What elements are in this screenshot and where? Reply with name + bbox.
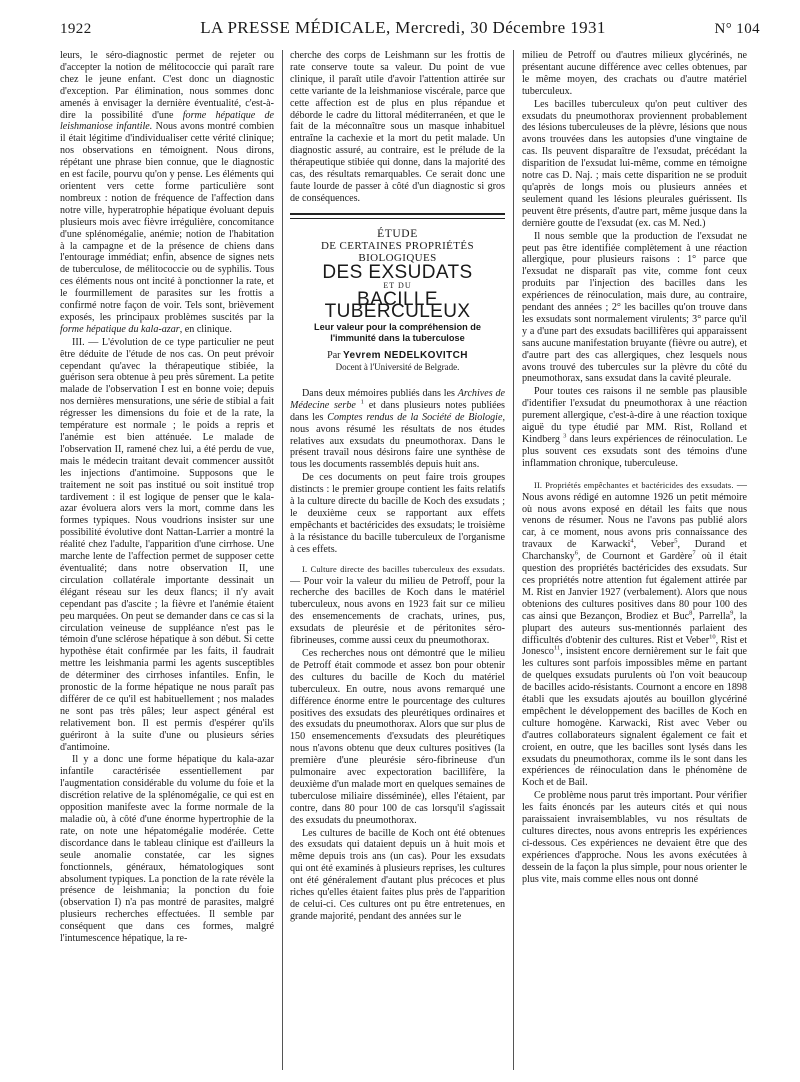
text: , la plupart des auteurs sus-mentionnés parlaient des difficultés d'obtenir des cultures. Rist et Veber: [522, 610, 747, 646]
text: Pour toutes ces raisons il ne semble pas plausible d'identifier l'exsudat du pneumothorax à une réaction purement allergique, c'est-à-dire à une réaction toxique aiguë du type étudié par MM. Rist, Rolland et Kindberg: [522, 386, 747, 445]
article-kicker: ÉTUDE: [377, 227, 418, 240]
paragraph: [290, 564, 505, 647]
italic-text: forme hépatique de leishmaniose infantile.: [60, 109, 274, 133]
paragraph: [60, 50, 274, 336]
column-1: [60, 50, 274, 1070]
issue-date: Mercredi, 30 Décembre 1931: [395, 18, 606, 37]
article-title-connector: ET DU: [383, 281, 412, 291]
italic-text: Comptes rendus de la Société de Biologie: [327, 411, 503, 423]
section-heading: I. Culture directe des bacilles tuberculeux des exsudats.: [302, 564, 505, 574]
text: , Rist et Jonesco: [522, 634, 747, 658]
text: Dans deux mémoires publiés dans les: [302, 387, 455, 399]
text: dans leurs expériences de réinoculation. Le plus souvent ces exsudats sont des témoins d'une inflammation chronique, tuberculeuse.: [522, 434, 747, 469]
article-subtitle: Leur valeur pour la compréhension de l'immunité dans la tuberculose: [314, 322, 481, 344]
paragraph: De ces documents on peut faire trois groupes distincts : le premier groupe contient les faits relatifs à la culture directe du bacille de Koch des exsudats ; le deuxième ceux se rapportant aux effets empêchants et bactéricides des exsudats; le troisième à la résistance du bacille tuberculeux de l'organisme à ces effets.: [290, 472, 505, 555]
footnote-ref: 7: [692, 549, 696, 557]
column-divider: [513, 50, 514, 1070]
article-byline: [290, 350, 505, 362]
column-divider: [282, 50, 283, 1070]
text: et dans plusieurs notes publiées dans les: [290, 399, 505, 423]
paragraph: Il nous semble que la production de l'exsudat ne peut pas être identifiée complètement à une réaction allergique, pour plusieurs raisons : 1° parce que l'exsudat ne disparaît pas vite, comme font ceux produits par l'injection des bacilles dans les expériences de réinoculation, mais dure, au contraire, pendant des années ; 2° les bacilles qu'on trouve dans les exsudats sont normalement virulents; 3° parce qu'il y a d'une part des exsudats bacillifères qui apparaissent sans aucune manifestation bruyante (fièvre ou autre), et d'autre part des cas allergiques, chez lesquels nous avons trouvé des tubercules sur la plèvre du côté du pneumothorax, sans exsudat dans la cavité pleurale.: [522, 230, 747, 385]
paragraph: [522, 386, 747, 469]
text: où il était question des propriétés bactéricides des exsudats. Sur ces propriétés notre attention fut également attirée par M. Rist en Janvier 1927 (verbalement). Alors que nous obtenions des cultures positives dans 80 pour 100 des cas ainsi que Bezançon, Brodiez et Buc: [522, 551, 747, 622]
italic-text: forme hépatique du kala-azar: [60, 323, 180, 335]
text: leurs, le séro-diagnostic permet de rejeter ou d'accepter la notion de mélitococcie qui paraît rare chez le jeune enfant. C'est donc un diagnostic d'exception. Par élimination, nous sommes donc amenés à envisager la dernière éventualité, c'est-à-dire la possibilité d'une: [60, 50, 274, 121]
footnote-ref: 11: [553, 645, 561, 653]
footnote-ref: 9: [730, 609, 734, 617]
text: , Durand et Charchansky: [522, 539, 747, 563]
issue-number: N° 104: [714, 21, 760, 37]
article-separator: [290, 218, 505, 219]
article-title-2: BACILLE TUBERCULEUX: [324, 289, 471, 323]
article-kicker-2: DE CERTAINES PROPRIÉTÉS BIOLOGIQUES: [320, 239, 475, 264]
paragraph: Ce problème nous parut très important. Pour vérifier les faits énoncés par les auteurs cités et qui nous paraissaient invraisemblables, vu nos résultats de cultures directes, nous avons entrepris les expériences ci-dessous. Ces expériences ne devaient être que des expériences d'approche. Nous les avons exécutées à dessein de la façon la plus simple, pour nous orienter le plus vite, mais comme elles nous ont donné: [522, 790, 747, 885]
text: , nous avons résumé les résultats de nos études relatives aux exsudats du pneumothorax. Dans le présent travail nous désirons faire une synthèse de tous les documents rassemblés depuis huit ans.: [290, 411, 505, 471]
byline-prefix: Par: [327, 350, 341, 362]
page-number: 1922: [60, 21, 92, 37]
author-name: Yevrem NEDELKOVITCH: [342, 350, 468, 362]
text: Nous avons montré combien il était légitime d'individualiser cette vérité clinique; nos observations en témoignent. Nous dirons, répétant une phrase bien connue, que le diagnostic en est facile, pourvu qu'on y pense. Les éléments qui orientent vers cette forme particulière sont nombreux : notion de fréquence de l'affection dans notre ville, hyperatrophie hépatique évoluant depuis plusieurs mois avec fièvre irrégulière, concomitance d'une splénomégalie, anémie; notion de l'habitation à la campagne et de la présence de chiens dans l'entourage immédiat; enfin, absence de signes nets de tuberculose, de mélitococcie ou de syphilis. Tous ces éléments nous ont incité à ponctionner la rate, et le fourmillement de parasites sur les frottis a confirmé notre façon de voir. Tels sont, brièvement exposés, les principaux problèmes suscités par la: [60, 121, 274, 323]
footnote-ref: 6: [574, 549, 578, 557]
text: , de Cournont et Gardère: [577, 551, 693, 563]
paragraph: cherche des corps de Leishmann sur les frottis de rate conserve toute sa valeur. Du point de vue clinique, il paraît utile d'avoir l'attention attirée sur cette variante de la leishmaniose viscérale, parce que cette affection est de plus en plus répandue et déborde le cadre du littoral méditerranéen, et que le fait de la méconnaître sous un masque inhabituel entraîne la cachexie et la mort du petit malade. Un diagnostic assuré, au contraire, est le prélude de la thérapeutique stibiée qui donne, dans la majorité des cas, des résultats remarquables. Ce serait donc une faute lourde de passer à côté d'un diagnostic si gros de conséquences.: [290, 50, 505, 204]
section-heading: II. Propriétés empêchantes et bactéricides des exsudats.: [534, 480, 734, 490]
paragraph: Il y a donc une forme hépatique du kala-azar infantile caractérisée essentiellement par l'augmentation considérable du volume du foie et la discrétion relative de la splénomégalie, ce qui est en opposition manifeste avec la forme normale de la maladie où, à côté d'une énorme hypertrophie de la rate, on note une hépatomégalie modérée. Cette discordance dans le tableau clinique est d'ailleurs la seule anomalie constatée, car les signes fonctionnels, généraux, hématologiques sont absolument typiques. La ponction de la rate révèle la présence de leishmania; la ponction du foie (observation I) n'a pas montré de parasites, malgré plusieurs recherches effectuées. Il semble par conséquent que dans ces formes, malgré l'intumescence hépatique, la re-: [60, 754, 274, 945]
article-heading: [290, 229, 505, 374]
author-affiliation: Docent à l'Université de Belgrade.: [335, 362, 460, 373]
text: , en clinique.: [179, 323, 232, 335]
footnote-ref: 3: [563, 432, 567, 440]
footnote-ref: 4: [630, 537, 634, 545]
footnote-ref: 5: [674, 537, 678, 545]
paragraph: Les cultures de bacille de Koch ont été obtenues des exsudats qui dataient depuis un à huit mois et même depuis trois ans (un cas). Pour les exsudats qui ont été examinés à plusieurs reprises, les cultures ont été généralement d'autant plus précoces et plus riches qu'elles étaient faites plus près de l'apparition de celui-ci. Ces cultures ont pu être entretenues, en grande majorité, pendant des années sur le: [290, 827, 505, 922]
paragraph: Les bacilles tuberculeux qu'on peut cultiver des exsudats du pneumothorax proviennent probablement des lésions tuberculeuses de la plèvre, lésions que nous avons trouvées dans les autopsies d'une vingtaine de cas. Ils peuvent disparaître de l'exsudat, précédant la disparition de l'exsudat lui-même, comme en témoigne notre cas D. Naj. ; mais cette disparition ne se produit qu'après de longs mois ou plusieurs années et seulement quand les lésions pleurales guérissent. Ils peuvent être présents, d'autre part, même jusque dans la dernière goutte de l'exsudat (ex. cas M. Ned.): [522, 98, 747, 229]
footnote-ref: 8: [689, 609, 693, 617]
text: — Pour voir la valeur du milieu de Petroff, pour la recherche des bacilles de Koch dans le matériel tuberculeux, nous avons en 1923 fait sur ce milieu des ensemencements de crachats, urines, pus, exsudats de pleurésie et de péritonites séro-fibrineuses, comme aussi ceux du pneumothorax.: [290, 575, 505, 647]
article-title-1: DES EXSUDATS: [322, 261, 473, 283]
column-2: [290, 50, 505, 1070]
text: , insistent encore dernièrement sur le fait que les cultures sont parfois impossibles même en partant de quelques exsudats purulents où l'on voit beaucoup de bacilles acido-résistants. Cournont a encore en 1898 établi que les exsudats ajoutés au bouillon glycériné empêchent le développement des bacilles de Koch en culture homogène. Karwacki, Rist avec Veber ou d'autres collaborateurs signalent également ce fait et croient, en outre, que les bacilles sont lysés dans les exsudats du pneumothorax, comme ils le sont dans les expériences de réinoculation dans le phénomène de Koch et de Bail.: [522, 646, 747, 789]
journal-title: LA PRESSE MÉDICALE: [200, 18, 386, 37]
article-separator: [290, 213, 505, 215]
text: , Veber: [633, 539, 675, 551]
paragraph: milieu de Petroff ou d'autres milieux glycérinés, ne présentant aucune différence avec celles obtenues, par le même moyen, des crachats ou d'autre matériel tuberculeux.: [522, 50, 747, 97]
paragraph: Ces recherches nous ont démontré que le milieu de Petroff était commode et assez bon pour obtenir des cultures du bacille de Koch du matériel tuberculeux. En outre, nous avons remarqué une différence énorme entre le pourcentage des cultures positives des exsudats des pleurétiques ordinaires et des exsudats du pneumothorax. Alors que sur plus de 150 ensemencements d'exsudats des pleurétiques nous n'avons obtenu que deux cultures positives (la première d'une pleurésie séro-fibrineuse d'un pulmonaire avec expectoration bacillifère, la deuxième d'un malade mort en quelques semaines de tuberculose miliaire disséminée), elles l'étaient, par contre, dans 80 pour 100 de cas lorsqu'il s'agissait des exsudats du pneumothorax.: [290, 647, 505, 826]
footnote-ref: 1: [360, 398, 364, 406]
text: , Parrella: [692, 610, 731, 622]
page-header: 1922 LA PRESSE MÉDICALE, Mercredi, 30 Décembre 1931 N° 104: [60, 18, 760, 37]
italic-text: Archives de Médecine serbe: [290, 387, 505, 411]
footnote-ref: 10: [709, 633, 716, 641]
paragraph: III. — L'évolution de ce type particulier ne peut être déduite de l'étude de nos cas. On peut prévoir cependant qu'avec la thérapeutique stibiée, la guérison sera obtenue à peu près sûrement. La petite malade de l'observation I est en bonne voie; depuis nos dernières mensurations, une série de stibial a fait régresser les dimensions du foie et de la rate, la température est normale ; le poids a repris et l'anémie est bien atténuée. Le malade de l'observation II, ramené chez lui, a été perdu de vue, mais le médecin traitant devait commencer aussitôt les injections d'antimoine. Supposons que le traitement ne soit pas institué ou soit institué trop tardivement : il est logique de penser que le kala-azar évoluera alors vers la mort, comme dans les formes typiques. Nous voudrions insister sur une possibilité évolutive dont Nattan-Larrier a montré la réalité chez l'adulte, l'apparition d'une cirrhose. Une marche lente de l'affection permet de supposer cette éventualité; dans notre observation II, une circulation collatérale importante dessinait un élégant réseau sur les deux flancs; il n'y avait cependant pas d'ascite ; la fièvre et l'anémie étaient peu marquées. On peut se demander dans ce cas si la circulation veineuse de suppléance n'est pas le témoin d'une sclérose hépatique à son début. Si cette hypothèse était confirmée par les faits, il faudrait mettre les leishmania parmi les agents susceptibles de déterminer des cirrhoses infantiles. Enfin, le pronostic de la forme hépatique ne nous paraît pas différer de ce qu'il est habituellement ; nos malades ne sont pas très pâles; leur aspect général est relativement bon. Il est permis d'espérer qu'ils guériront à la suite d'une ou plusieurs séries d'antimoine.: [60, 336, 274, 753]
text: — Nous avons rédigé en automne 1926 un petit mémoire où nous avons exposé en détail les faits que nous venons de résumer. Nous ne l'avons pas publié alors car, à ce moment, nous avons pris connaissance des travaux de Karwacki: [522, 479, 747, 551]
column-3: [522, 50, 747, 1070]
paragraph: [290, 388, 505, 471]
paragraph: [522, 480, 747, 790]
